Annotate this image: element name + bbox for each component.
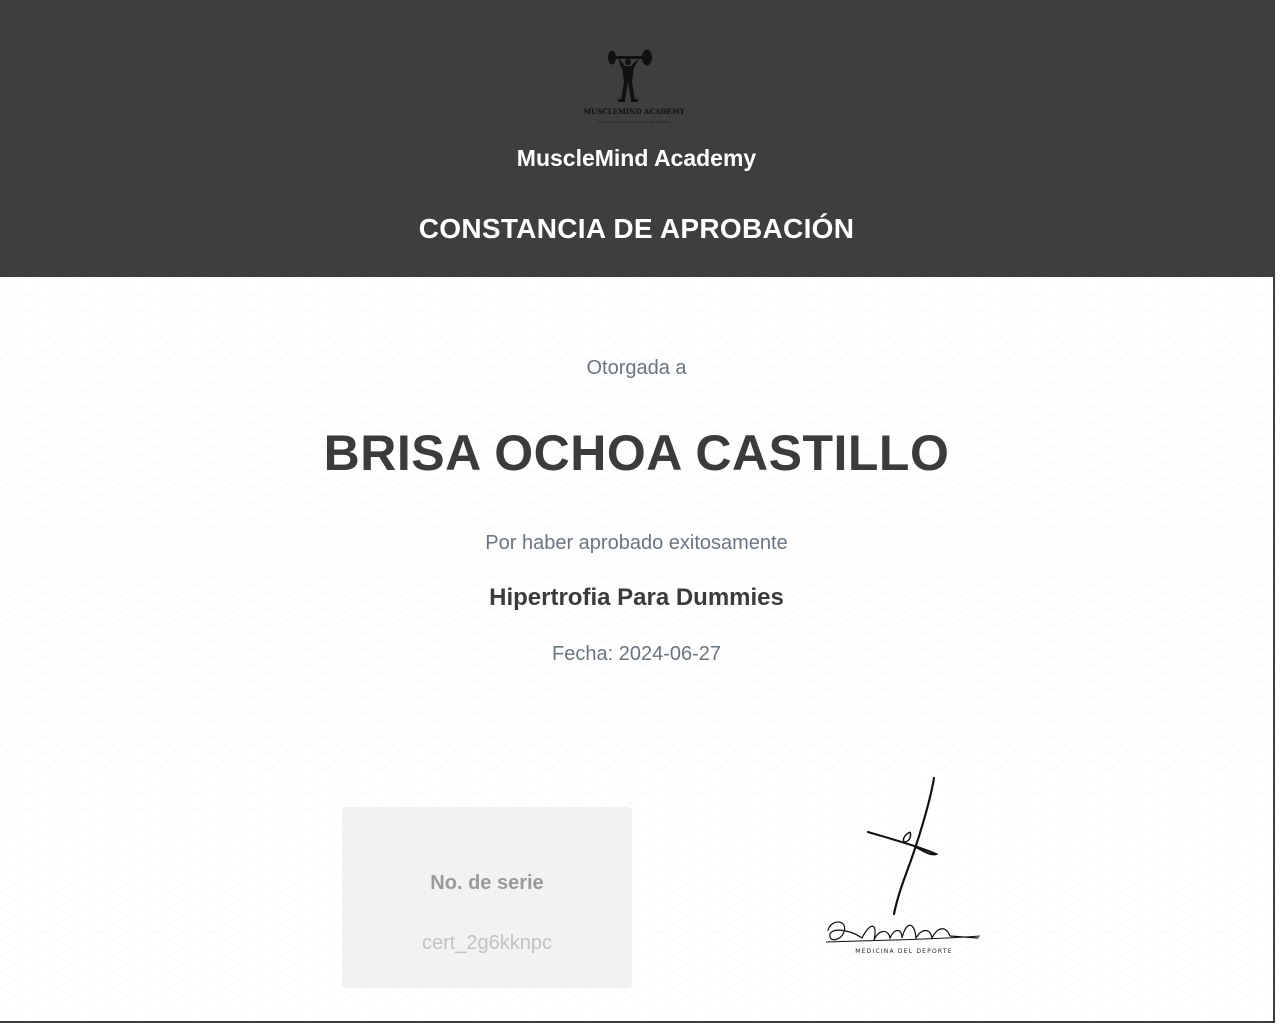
reason-text: Por haber aprobado exitosamente [485,532,788,554]
recipient-name: BRISA OCHOA CASTILLO [323,425,950,481]
certificate-header [0,0,1273,277]
serial-number-label: No. de serie [430,872,544,894]
logo-tagline: Science is the fuel, action is the ignition [598,120,670,124]
date-label: Fecha: [551,643,614,665]
certificate-title: CONSTANCIA DE APROBACIÓN [418,213,855,244]
date-value: 2024-06-27 [618,643,722,665]
awarded-to-label: Otorgada a [586,357,687,379]
academy-name: MuscleMind Academy [516,145,757,171]
course-name: Hipertrofia Para Dummies [489,584,784,611]
serial-number-box [342,807,632,988]
weightlifter-logo-icon [568,44,704,130]
signature-icon [818,772,988,962]
signature-subtitle: MEDICINA DEL DEPORTE [855,948,953,955]
academy-logo [568,44,704,130]
serial-number-value: cert_2g6kknpc [421,932,553,954]
doctor-signature [818,772,988,962]
logo-brand-text: MUSCLEMIND ACADEMY [583,107,685,116]
certificate-date [0,643,1273,666]
